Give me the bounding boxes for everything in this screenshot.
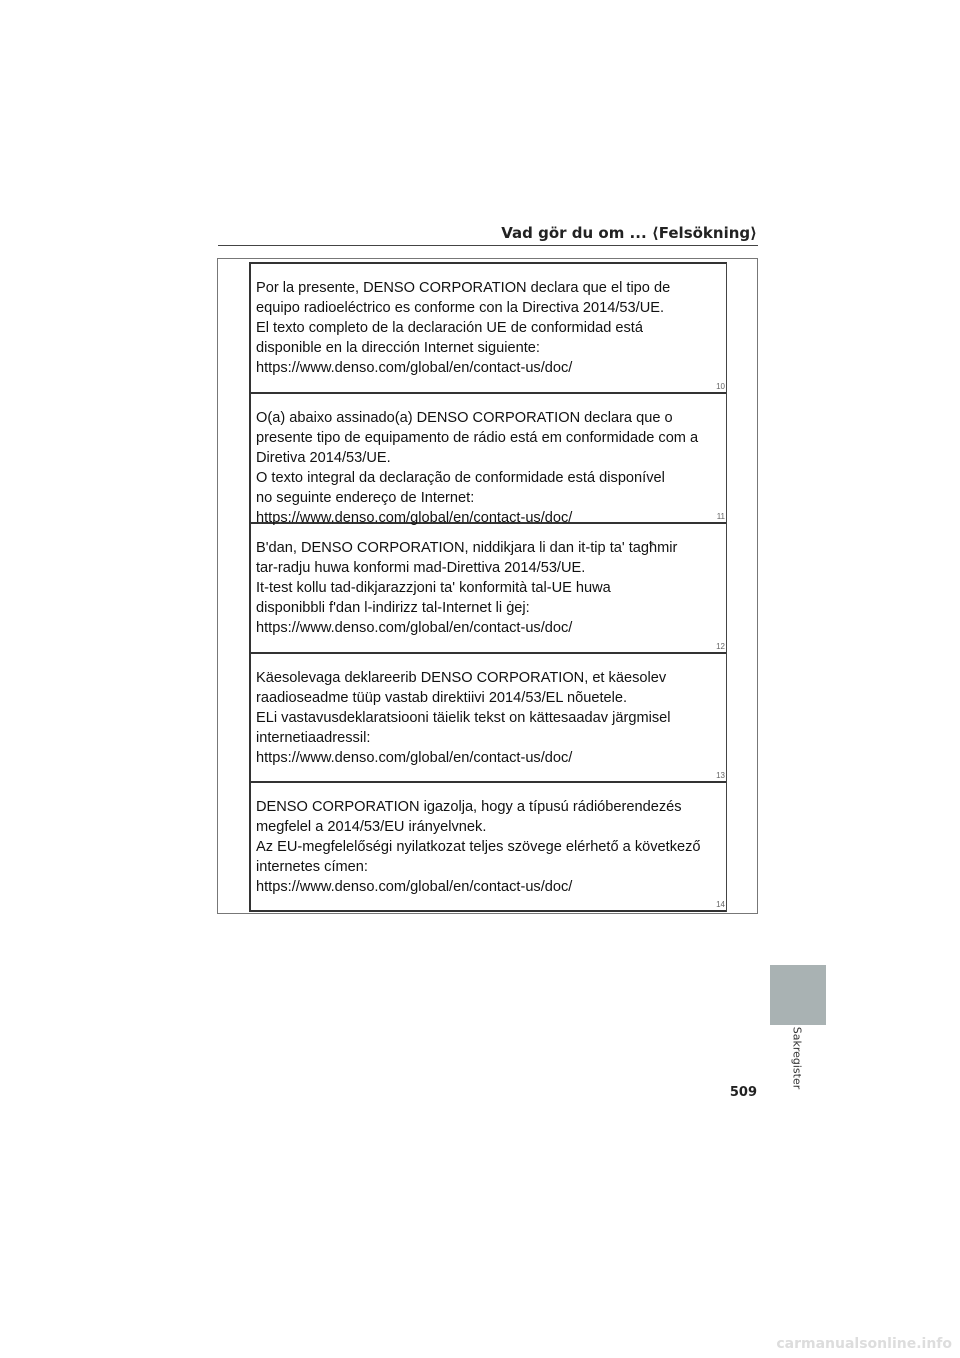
notice-es	[251, 264, 726, 394]
index-tab	[770, 965, 826, 1025]
notice-et	[251, 654, 726, 783]
page-number: 509	[729, 1085, 757, 1100]
index-tab-label: Sakregister	[790, 1026, 804, 1090]
section-title: Vad gör du om ... ⟨Felsökning⟩	[501, 224, 757, 242]
watermark: carmanualsonline.info	[776, 1336, 952, 1352]
notice-hu	[251, 783, 726, 912]
notice-number: 13	[716, 771, 725, 780]
notice-number: 10	[716, 382, 725, 391]
notice-text: Por la presente, DENSO CORPORATION declara que el tipo de equipo radioeléctrico es conforme con la Directiva 2014/53/UE. El texto completo de la declaración UE de conformidad está disponible en la dirección Internet siguiente: https://www.denso.com/global/en/contact-us/doc/	[256, 280, 671, 376]
notice-number: 14	[716, 900, 725, 909]
notice-text: DENSO CORPORATION igazolja, hogy a típusú rádióberendezés megfelel a 2014/53/EU irányelvnek. Az EU-megfelelőségi nyilatkozat teljes szövege elérhető a következő internetes címen: https://www.denso.com/global/en/contact-us/doc/	[256, 799, 701, 895]
notice-number: 12	[716, 642, 725, 651]
header-divider	[218, 245, 758, 246]
notice-text: O(a) abaixo assinado(a) DENSO CORPORATION declara que o presente tipo de equipamento de rádio está em conformidade com a Diretiva 2014/53/UE. O texto integral da declaração de conformidade está disponível no seguinte endereço de Internet: https://www.denso.com/global/en/contact-us/doc/	[256, 410, 699, 526]
notice-number: 11	[716, 512, 725, 521]
notice-text: B'dan, DENSO CORPORATION, niddikjara li dan it-tip ta' tagħmir tar-radju huwa konformi mad-Direttiva 2014/53/UE. It-test kollu tad-dikjarazzjoni ta' konformità tal-UE huwa disponibbli f'dan l-indirizz tal-Internet li ġej: https://www.denso.com/global/en/contact-us/doc/	[256, 540, 678, 636]
notice-mt	[251, 524, 726, 654]
declaration-table	[249, 262, 727, 912]
notice-pt	[251, 394, 726, 524]
notice-text: Käesolevaga deklareerib DENSO CORPORATION, et käesolev raadioseadme tüüp vastab direktiivi 2014/53/EL nõuetele. ELi vastavusdeklaratsiooni täielik tekst on kättesaadav järgmisel internetiaadressil: https://www.denso.com/global/en/contact-us/doc/	[256, 670, 671, 766]
